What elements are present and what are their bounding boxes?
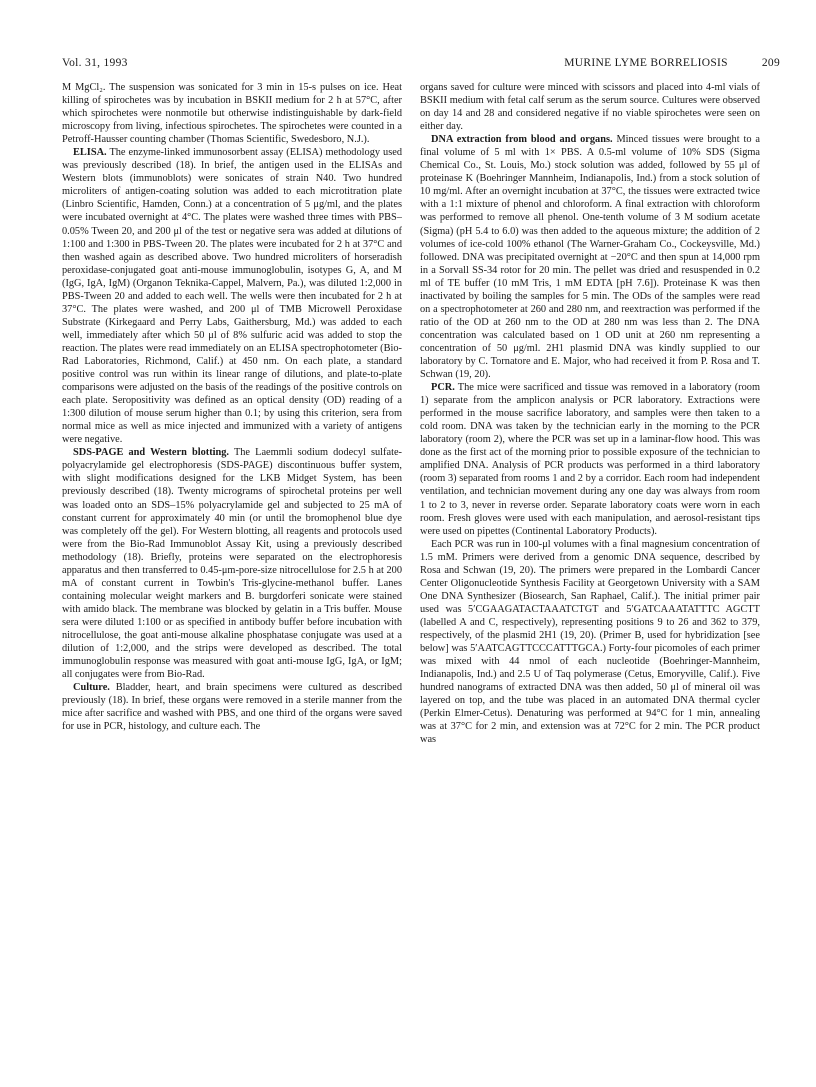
paragraph-text: Bladder, heart, and brain specimens were cultured as described previously (18). In brief, these organs were removed in a sterile manner from the mice after sacrifice and washed with PBS, and one third of the organs were saved for use in PCR, histology, and culture each. The — [62, 682, 402, 733]
section-heading-sds-page: SDS-PAGE and Western blotting. — [73, 447, 230, 459]
section-heading-culture: Culture. — [73, 682, 110, 694]
paragraph-text: Each PCR was run in 100-μl volumes with a final magnesium concentration of 1.5 mM. Primers were derived from a genomic DNA sequence, described by Rosa and Schwan (19, 20). The primers were prepared in the Lombardi Cancer Center Oligonucleotide Synthesis Facility at Georgetown University with a SAM One DNA Synthesizer (Biosearch, San Raphael, Calif.). The initial primer pair used was 5′CGAAGATACTAAATCTGT and 5′GATCAAATATTTC AGCTT (labelled A and C, respectively), representing positions 9 to 26 and 362 to 379, respectively, of the plasmid 2H1 (19, 20). (Primer B, used for hybridization [see below] was 5′AATCAGTTCCCATTTGCA.) Forty-four picomoles of each primer was mixed with 44 nmol of each nucleotide (Boehringer-Mannheim, Indianapolis, Ind.) and 2.5 U of Taq polymerase (Cetus, Emoryville, Calif.). Five hundred nanograms of extracted DNA was then added, 50 μl of mineral oil was layered on top, and the tube was placed in an automated DNA thermal cycler (Perkin Elmer-Cetus). Denaturing was performed at 94°C for 1 min, annealing was at 37°C for 2 min, and extension was at 72°C for 2 min. The PCR product was — [420, 538, 760, 746]
paragraph-pcr-protocol — [420, 538, 760, 747]
section-heading-pcr: PCR. — [431, 382, 455, 394]
paragraph-text: The mice were sacrificed and tissue was removed in a laboratory (room 1) separate from the amplicon analysis or PCR laboratory. Extractions were performed in the mouse sacrifice laboratory, and samples were then taken to a cold room. DNA was taken by the technician early in the morning to the PCR laboratory (room 2), where the PCR was set up in a laminar-flow hood. This was done as the first act of the morning prior to possible exposure of the technician to amplified DNA. Analysis of PCR products was performed in a third laboratory (room 3) separated from rooms 1 and 2 by a corridor. Each room had independent ventilation, and technician movement during any one day was always from room 1 to 2 to 3, never in reverse order. Separate laboratory coats were worn in each room. Fresh gloves were used with each manipulation, and aerosol-resistant tips were used on pipettes (Continental Laboratory Products). — [420, 382, 760, 537]
paragraph-culture-continued — [420, 81, 760, 133]
running-head-right — [564, 57, 780, 69]
paragraph-text: organs saved for culture were minced with scissors and placed into 4-ml vials of BSKII medium with fetal calf serum as the serum source. Cultures were observed on day 14 and 28 and considered negative if no viable spirochetes were seen on either day. — [420, 82, 760, 133]
paragraph-dna-extraction — [420, 133, 760, 381]
paragraph-sds-page — [62, 446, 402, 681]
paragraph-text: Minced tissues were brought to a final volume of 5 ml with 1× PBS. A 0.5-ml volume of 10% SDS (Sigma Chemical Co., St. Louis, Mo.) stock solution was added, followed by 55 μl of proteinase K (Boehringer Mannheim, Indianapolis, Ind.) from a stock solution of 10 mg/ml. After an overnight incubation at 37°C, the tissues were extracted twice with a 1:1 mixture of phenol and chloroform. A final extraction with chloroform was performed to remove all phenol. One-tenth volume of 3 M sodium acetate (Sigma) (pH 5.4 to 6.0) was then added to the aqueous mixture; the addition of 2 volumes of ice-cold 100% ethanol (The Warner-Graham Co., Cockeysville, Md.) followed. DNA was precipitated overnight at −20°C and then spun at 14,000 rpm in a Sorvall SS-34 rotor for 20 min. The pellet was dried and resuspended in 0.2 ml of TE buffer (10 mM Tris, 1 mM EDTA [pH 7.6]). Proteinase K was then inactivated by boiling the samples for 5 min. The ODs of the samples were read on a spectrophotometer at 260 and 280 nm, and reextraction was performed if the ratio of the OD at 260 nm to the OD at 280 nm was less than 2. The DNA concentration was calculated based on 1 OD unit at 260 nm representing a concentration of 50 μg/ml. 2H1 plasmid DNA was kindly supplied to our laboratory by C. Tornatore and E. Major, who had received it from P. Rosa and T. Schwan (19, 20). — [420, 134, 760, 381]
paragraph-continuation — [62, 81, 402, 146]
page-number: 209 — [761, 57, 780, 69]
section-heading-elisa: ELISA. — [73, 147, 107, 159]
section-heading-dna-extraction: DNA extraction from blood and organs. — [431, 134, 613, 146]
paragraph-culture — [62, 681, 402, 733]
right-column — [420, 81, 760, 1066]
paragraph-text: The Laemmli sodium dodecyl sulfate-polyacrylamide gel electrophoresis (SDS-PAGE) discontinuous buffer system, with slight modifications designed for the LKB Midget System, has been previously described (18). Twenty micrograms of spirochetal proteins per well was loaded onto an SDS–15% polyacrylamide gel and subjected to 25 mA of constant current for approximately 40 min (or until the bromophenol blue dye was completely off the gel). For Western blotting, all reagents and protocols used were from the Bio-Rad Immunoblot Assay Kit, using a previously described methodology (18). Briefly, proteins were separated on the electrophoresis apparatus and then transferred to 0.45-μm-pore-size nitrocellulose for 2.5 h at 200 mA of constant current in Towbin's Tris-glycine-methanol buffer. Lanes containing molecular weight markers and B. burgdorferi sonicate were stained with amido black. The membrane was blocked by gelatin in a Tris buffer. Mouse sera were diluted 1:100 or as specified in antibody buffer before incubation with nitrocellulose, the goat anti-mouse alkaline phosphatase conjugate was used at a dilution of 1:2,000, and the strips were developed as described. The total immunoglobulin response was measured with goat anti-mouse IgG, IgA, or IgM; all conjugates were from Bio-Rad. — [62, 447, 402, 681]
paragraph-pcr — [420, 381, 760, 538]
paragraph-elisa — [62, 146, 402, 446]
paragraph-text: The enzyme-linked immunosorbent assay (ELISA) methodology used was previously described (18). In brief, the antigen used in the ELISAs and Western blots (immunoblots) were sonicates of strain N40. Two hundred microliters of antigen-coating solution was added to each microtitration plate (Linbro Scientific, Hamden, Conn.) at a concentration of 5 μg/ml, and the plates were incubated overnight at 4°C. The plates were washed three times with PBS–0.05% Tween 20, and 200 μl of the test or negative sera was added at dilutions of 1:100 and 1:300 in PBS-Tween 20. The plates were incubated for 2 h at 37°C and then washed again as described above. Two hundred microliters of horseradish peroxidase-conjugated goat anti-mouse immunoglobulin, isotypes G, A, and M (IgG, IgA, IgM) (Organon Teknika-Cappel, Malvern, Pa.), was diluted 1:2,000 in PBS-Tween 20 and added to each well. The wells were then incubated for 2 h at 37°C. The plates were washed, and 200 μl of TMB Microwell Peroxidase Substrate (Kirkegaard and Perry Labs, Gaithersburg, Md.) was added to each well, immediately after which 50 μl of 8% sulfuric acid was added to stop the reaction. The plates were read immediately on an ELISA spectrophotometer (Bio-Rad Laboratories, Richmond, Calif.) at 450 nm. On each plate, a standard positive control was run within its linear range of dilutions, and plate-to-plate comparisons were adjusted on the basis of the readings of the positive controls on each plate. Seropositivity was defined as an optical density (OD) reading of a 1:300 dilution of mouse serum higher than 0.1; by using this criterion, sera from normal mice as well as mice injected and immunized with a variety of antigens were negative. — [62, 147, 402, 446]
running-title: MURINE LYME BORRELIOSIS — [564, 57, 728, 69]
volume-label: Vol. 31, 1993 — [62, 57, 128, 69]
left-column — [62, 81, 402, 1066]
paragraph-text: M MgCl₂. The suspension was sonicated for 3 min in 15-s pulses on ice. Heat killing of spirochetes was by incubation in BSKII medium for 2 h at 57°C, after which spirochetes were nonmotile but otherwise indistinguishable by dark-field microscopy from living, infectious spirochetes. The spirochetes were counted in a Petroff-Hausser counting chamber (Thomas Scientific, Swedesboro, N.J.). — [62, 82, 402, 146]
